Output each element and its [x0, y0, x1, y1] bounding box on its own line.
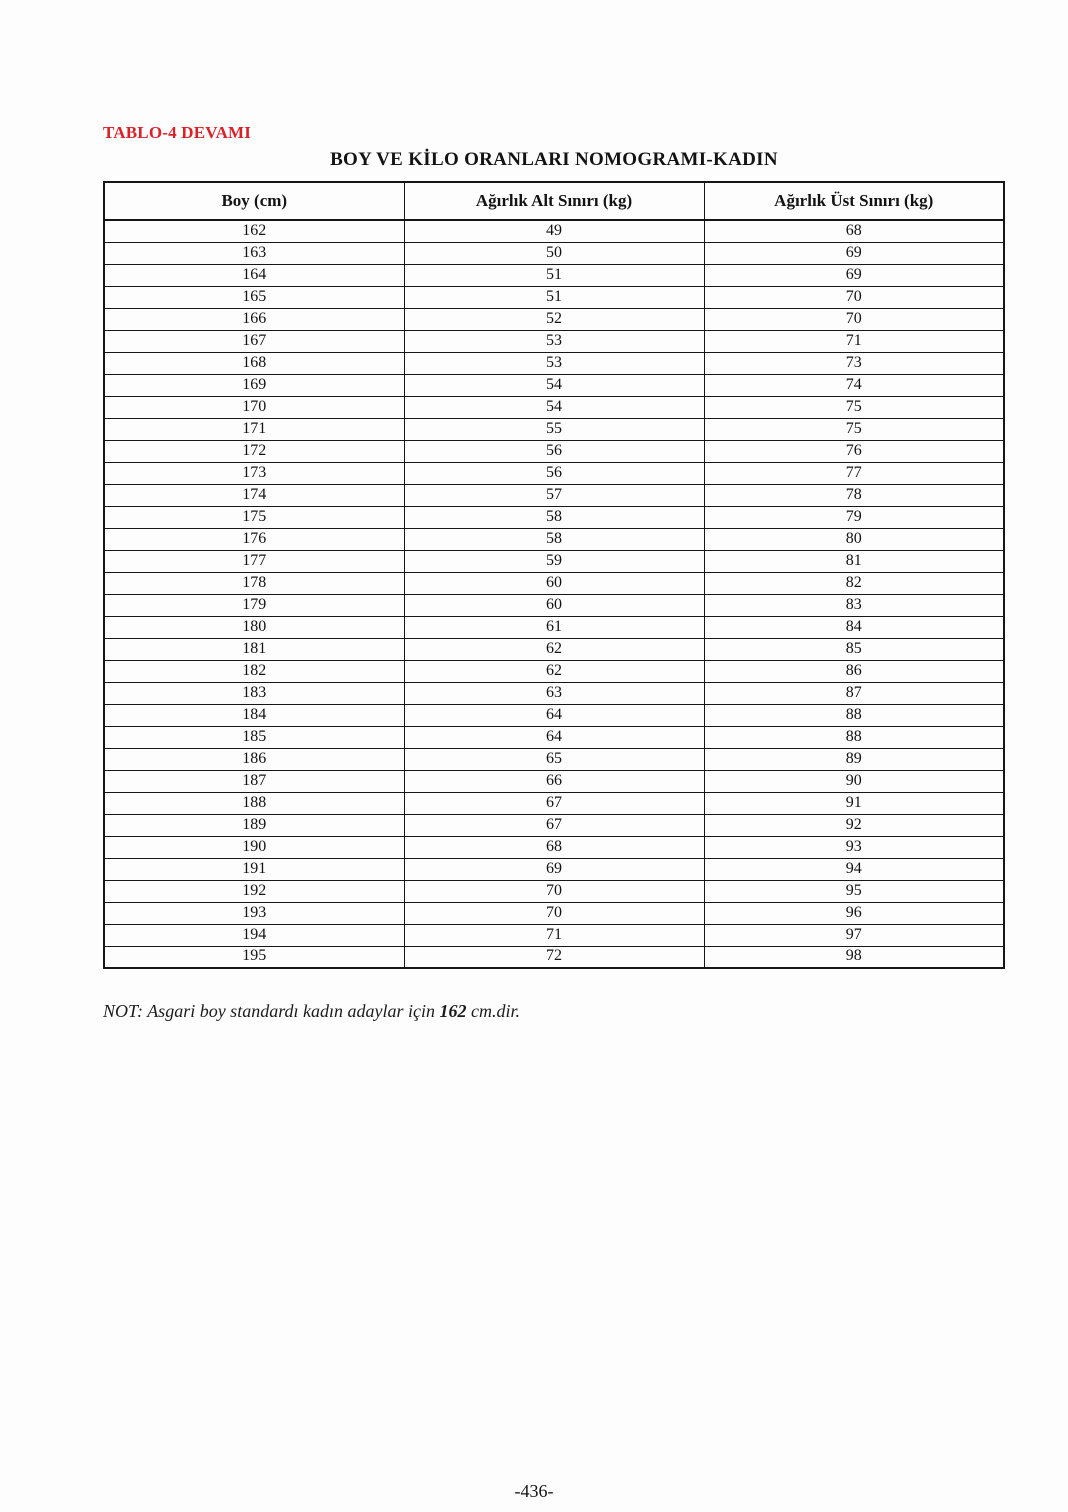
table-row	[104, 638, 1004, 660]
table-cell: 60	[404, 594, 704, 616]
footnote-suffix: cm.dir.	[466, 1001, 521, 1021]
table-cell: 181	[104, 638, 404, 660]
table-cell: 76	[704, 440, 1004, 462]
table-row	[104, 682, 1004, 704]
table-cell: 175	[104, 506, 404, 528]
table-cell: 60	[404, 572, 704, 594]
table-cell: 162	[104, 220, 404, 242]
table-row	[104, 506, 1004, 528]
table-row	[104, 770, 1004, 792]
table-cell: 88	[704, 726, 1004, 748]
table-cell: 185	[104, 726, 404, 748]
table-row	[104, 792, 1004, 814]
table-cell: 87	[704, 682, 1004, 704]
table-cell: 49	[404, 220, 704, 242]
table-cell: 71	[404, 924, 704, 946]
table-cell: 51	[404, 286, 704, 308]
table-cell: 86	[704, 660, 1004, 682]
table-cell: 54	[404, 396, 704, 418]
page-content	[103, 0, 1005, 1022]
table-cell: 98	[704, 946, 1004, 968]
table-cell: 50	[404, 242, 704, 264]
table-cell: 95	[704, 880, 1004, 902]
page-number: -436-	[514, 1481, 554, 1501]
table-row	[104, 330, 1004, 352]
table-header-row	[104, 182, 1004, 220]
table-cell: 63	[404, 682, 704, 704]
table-cell: 79	[704, 506, 1004, 528]
table-row	[104, 880, 1004, 902]
table-cell: 190	[104, 836, 404, 858]
table-cell: 57	[404, 484, 704, 506]
table-cell: 195	[104, 946, 404, 968]
table-row	[104, 484, 1004, 506]
table-cell: 61	[404, 616, 704, 638]
table-cell: 62	[404, 638, 704, 660]
table-row	[104, 352, 1004, 374]
table-cell: 89	[704, 748, 1004, 770]
table-cell: 189	[104, 814, 404, 836]
table-cell: 55	[404, 418, 704, 440]
table-cell: 184	[104, 704, 404, 726]
table-cell: 75	[704, 396, 1004, 418]
table-cell: 191	[104, 858, 404, 880]
table-cell: 183	[104, 682, 404, 704]
table-row	[104, 286, 1004, 308]
table-cell: 65	[404, 748, 704, 770]
table-cell: 186	[104, 748, 404, 770]
table-cell: 58	[404, 528, 704, 550]
footnote	[103, 1001, 1005, 1022]
table-cell: 71	[704, 330, 1004, 352]
table-cell: 182	[104, 660, 404, 682]
table-cell: 85	[704, 638, 1004, 660]
table-cell: 78	[704, 484, 1004, 506]
table-cell: 56	[404, 462, 704, 484]
table-row	[104, 264, 1004, 286]
table-cell: 69	[704, 264, 1004, 286]
footnote-text: NOT: Asgari boy standardı kadın adaylar için	[103, 1001, 440, 1021]
table-row	[104, 858, 1004, 880]
table-row	[104, 814, 1004, 836]
table-cell: 67	[404, 792, 704, 814]
table-cell: 54	[404, 374, 704, 396]
table-cell: 194	[104, 924, 404, 946]
table-cell: 177	[104, 550, 404, 572]
table-row	[104, 924, 1004, 946]
table-cell: 83	[704, 594, 1004, 616]
table-cell: 94	[704, 858, 1004, 880]
table-cell: 92	[704, 814, 1004, 836]
table-cell: 193	[104, 902, 404, 924]
table-cell: 172	[104, 440, 404, 462]
table-row	[104, 308, 1004, 330]
table-cell: 52	[404, 308, 704, 330]
table-cell: 70	[404, 880, 704, 902]
table-cell: 73	[704, 352, 1004, 374]
column-header-weight-upper: Ağırlık Üst Sınırı (kg)	[704, 182, 1004, 220]
table-cell: 77	[704, 462, 1004, 484]
table-cell: 192	[104, 880, 404, 902]
table-row	[104, 616, 1004, 638]
table-row	[104, 704, 1004, 726]
table-cell: 91	[704, 792, 1004, 814]
table-cell: 88	[704, 704, 1004, 726]
column-header-height: Boy (cm)	[104, 182, 404, 220]
table-row	[104, 594, 1004, 616]
table-cell: 163	[104, 242, 404, 264]
table-cell: 51	[404, 264, 704, 286]
table-cell: 70	[704, 286, 1004, 308]
table-cell: 187	[104, 770, 404, 792]
table-cell: 180	[104, 616, 404, 638]
table-cell: 176	[104, 528, 404, 550]
table-cell: 80	[704, 528, 1004, 550]
table-row	[104, 550, 1004, 572]
table-row	[104, 748, 1004, 770]
table-cell: 68	[404, 836, 704, 858]
table-row	[104, 462, 1004, 484]
table-cell: 169	[104, 374, 404, 396]
table-row	[104, 528, 1004, 550]
table-cell: 165	[104, 286, 404, 308]
table-cell: 70	[704, 308, 1004, 330]
table-row	[104, 836, 1004, 858]
table-cell: 173	[104, 462, 404, 484]
table-row	[104, 902, 1004, 924]
table-header	[104, 182, 1004, 220]
table-cell: 90	[704, 770, 1004, 792]
table-cell: 68	[704, 220, 1004, 242]
table-cell: 56	[404, 440, 704, 462]
table-body	[104, 220, 1004, 968]
table-cell: 179	[104, 594, 404, 616]
table-cell: 72	[404, 946, 704, 968]
table-cell: 69	[704, 242, 1004, 264]
table-cell: 62	[404, 660, 704, 682]
table-row	[104, 660, 1004, 682]
table-cell: 75	[704, 418, 1004, 440]
table-cell: 167	[104, 330, 404, 352]
table-cell: 64	[404, 704, 704, 726]
table-cell: 58	[404, 506, 704, 528]
table-cell: 74	[704, 374, 1004, 396]
table-row	[104, 374, 1004, 396]
table-cell: 66	[404, 770, 704, 792]
table-row	[104, 946, 1004, 968]
table-cell: 53	[404, 330, 704, 352]
table-cell: 188	[104, 792, 404, 814]
table-cell: 164	[104, 264, 404, 286]
table-cell: 168	[104, 352, 404, 374]
table-row	[104, 440, 1004, 462]
table-cell: 178	[104, 572, 404, 594]
table-cell: 82	[704, 572, 1004, 594]
table-cell: 70	[404, 902, 704, 924]
table-cell: 174	[104, 484, 404, 506]
table-row	[104, 220, 1004, 242]
table-row	[104, 572, 1004, 594]
table-cell: 170	[104, 396, 404, 418]
table-cell: 84	[704, 616, 1004, 638]
table-cell: 64	[404, 726, 704, 748]
table-row	[104, 396, 1004, 418]
table-cell: 171	[104, 418, 404, 440]
footnote-min-height-value: 162	[439, 1001, 467, 1021]
table-cell: 96	[704, 902, 1004, 924]
table-row	[104, 418, 1004, 440]
table-cell: 69	[404, 858, 704, 880]
page-title: BOY VE KİLO ORANLARI NOMOGRAMI-KADIN	[330, 149, 778, 170]
table-row	[104, 726, 1004, 748]
column-header-weight-lower: Ağırlık Alt Sınırı (kg)	[404, 182, 704, 220]
height-weight-table	[103, 181, 1005, 969]
table-cell: 166	[104, 308, 404, 330]
table-cell: 97	[704, 924, 1004, 946]
table-row	[104, 242, 1004, 264]
table-cell: 67	[404, 814, 704, 836]
table-continuation-label: TABLO-4 DEVAMI	[103, 123, 252, 142]
table-cell: 53	[404, 352, 704, 374]
table-cell: 59	[404, 550, 704, 572]
table-cell: 93	[704, 836, 1004, 858]
table-cell: 81	[704, 550, 1004, 572]
